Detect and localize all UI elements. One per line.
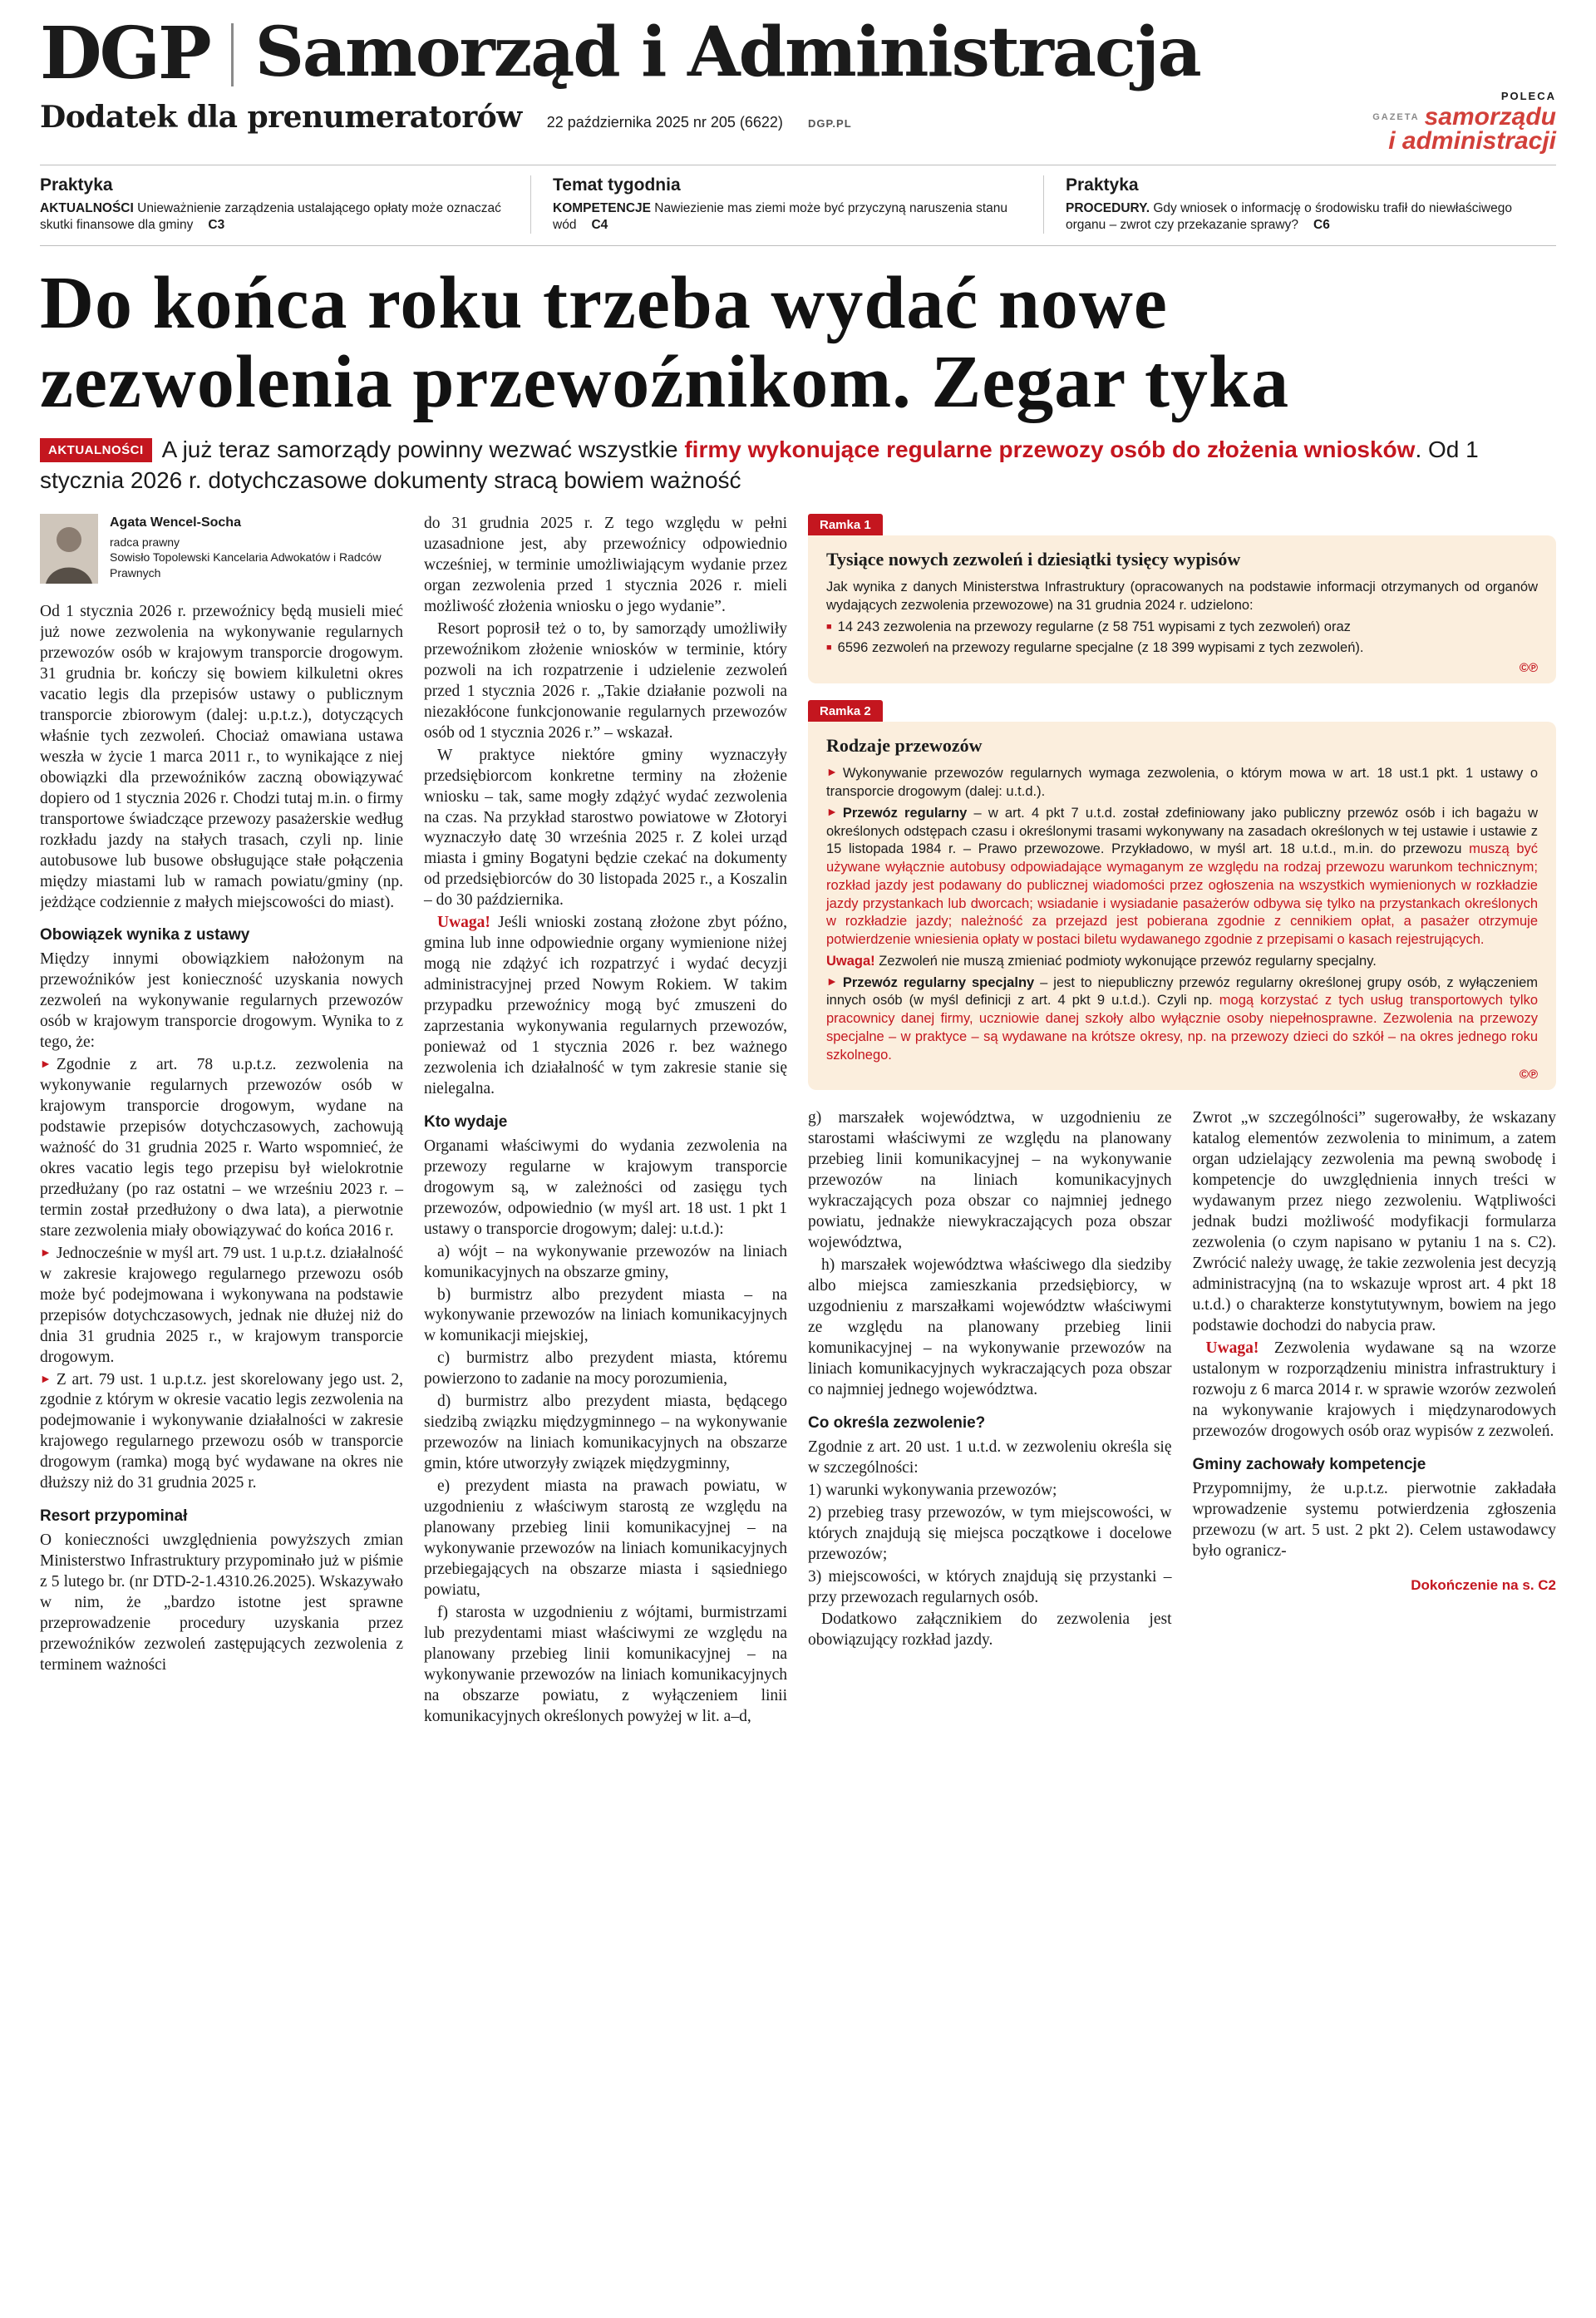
- bullet-arrow-icon: ►: [40, 1058, 52, 1072]
- brand-line-2: i administracji: [1388, 126, 1556, 155]
- dgp-logo: DGP: [40, 12, 209, 96]
- masthead-main: [40, 12, 1340, 135]
- headline-line-1: Do końca roku trzeba wydać nowe: [40, 262, 1168, 345]
- ramka-1-bullet: [826, 639, 1538, 658]
- lead-text-before: A już teraz samorządy powinny wezwać wszystkie: [161, 436, 685, 463]
- list-item: c) burmistrz albo prezydent miasta, któremu powierzono to zadanie na mocy porozumienia,: [424, 1349, 787, 1388]
- bullet-text: 14 243 zezwolenia na przewozy regularne (z 58 751 wypisami z tych zezwoleń) oraz: [837, 619, 1351, 634]
- term-bold: Przewóz regularny: [842, 805, 968, 821]
- teaser-page-ref: C6: [1313, 218, 1330, 233]
- teaser-body: Unieważnienie zarządzenia ustalającego opłaty może oznaczać skutki finansowe dla gminy: [40, 201, 501, 233]
- author-role: radca prawny: [110, 535, 180, 550]
- masthead-brand-block: [1340, 18, 1556, 153]
- article-body: [40, 514, 1556, 2290]
- main-headline: [40, 264, 1556, 422]
- term-bold: Przewóz regularny specjalny: [842, 974, 1035, 990]
- numbered-item: 1) warunki wykonywania przewozów;: [808, 1481, 1057, 1499]
- subhead: Co określa zezwolenie?: [808, 1413, 986, 1432]
- box-ramka-2: [808, 700, 1556, 1090]
- headline-line-2: zezwolenia przewoźnikom. Zegar tyka: [40, 340, 1290, 423]
- paragraph: Organami właściwymi do wydania zezwolenia na przewozy regularne w krajowym transporcie drogowym są, w zależności od zasięgu tych przewozów, odpowiednio (w myśl art. 18 ust. 1 pkt 1 ustawy o transporcie drogowym; dalej: u.t.d.):: [424, 1137, 787, 1238]
- lead-paragraph: [40, 435, 1556, 496]
- subhead: Kto wydaje: [424, 1112, 508, 1131]
- uwaga-label: Uwaga!: [1205, 1339, 1259, 1357]
- highlighted-text: mogą korzystać z tych usług transportowych tylko pracownicy danej firmy, uczniowie danej szkoły albo wyłącznie osoby niepełnosprawne. Zezwolenia na przewozy specjalne – w praktyce – są wydawane na krótsze okresy, np. na przewozy dzieci do szkół – na okres jednego roku szkolnego.: [826, 993, 1538, 1063]
- author-photo: [40, 514, 98, 584]
- aktualnosci-badge: AKTUALNOŚCI: [40, 438, 152, 462]
- paragraph: do 31 grudnia 2025 r. Z tego względu w pełni uzasadnione jest, aby przewoźnicy odpowiednio wcześniej, w terminie umożliwiającym wydanie przez organ zezwolenia przed 1 stycznia 2026 r. mieli możliwość złożenia wniosku o jego wydanie”.: [424, 515, 787, 615]
- list-item: d) burmistrz albo prezydent miasta, będącego siedzibą związku międzygminnego – na wykonywanie przewozów na liniach komunikacyjnych na obszarze gmin, które utworzyły związek międzygminny,: [424, 1393, 787, 1473]
- box-ramka-1: [808, 514, 1556, 683]
- masthead-sub-row: [40, 100, 1340, 135]
- bullet-arrow-icon: ►: [826, 804, 838, 818]
- teaser-strip: [40, 165, 1556, 246]
- masthead-divider: [231, 23, 234, 86]
- bullet-paragraph: [40, 1055, 403, 1242]
- numbered-item: 2) przebieg trasy przewozów, w tym miejscowości, w których znajdują się miejsca początkowe i docelowe przewozów;: [808, 1503, 1172, 1563]
- uwaga-text: Zezwolenia wydawane są na wzorze ustalonym w rozporządzeniu ministra infrastruktury i rozwoju z 6 marca 2014 r. w sprawie wzorów zezwoleń na wykonywanie krajowych i międzynarodowych przewozów drogowych osób oraz wypisów z zezwoleń.: [1192, 1339, 1556, 1440]
- square-bullet-icon: ■: [826, 621, 832, 632]
- list-item: g) marszałek województwa, w uzgodnieniu ze starostami właściwymi ze względu na planowany przebieg linii komunikacyjnej – na wykonywanie przewozów na liniach komunikacyjnych wykraczających poza obszar co najmniej jednego powiatu, jednakże niewykraczających poza obszar województwa,: [808, 1109, 1172, 1252]
- gazeta-label: GAZETA: [1372, 112, 1420, 122]
- definition-text: – jest to niepubliczny przewóz regularny określonej grupy osób, z wyłączeniem innych osób (w myśl definicji z art. 4 pkt 9 u.t.d.). Czyli np.: [826, 974, 1538, 1009]
- author-name: Agata Wencel-Socha: [110, 515, 241, 530]
- uwaga-text: Jeśli wnioski zostaną złożone zbyt późno, gmina lub inne odpowiednie organy wymienione niżej mogą nie zdążyć ich rozpatrzyć i wydać decyzji administracyjnej przed Nowym Rokiem. W takim przypadku przewoźnicy mogą być zmuszeni do zaprzestania wykonywania regularnych przewozów, ponieważ od 1 stycznia 2026 r. bez ważnego zezwolenia ich działalność w tym zakresie stanie się nielegalna.: [424, 914, 787, 1097]
- bullet-arrow-icon: ►: [826, 765, 838, 779]
- bullet-paragraph: [40, 1244, 403, 1369]
- bullet-paragraph: [40, 1370, 403, 1495]
- subscriber-supplement-label: Dodatek dla prenumeratorów: [40, 100, 522, 135]
- teaser-kicker: PROCEDURY.: [1066, 201, 1150, 215]
- bullet-arrow-icon: ►: [40, 1246, 52, 1260]
- teaser-page-ref: C4: [591, 218, 608, 233]
- teaser-section-title: Praktyka: [1066, 175, 1139, 195]
- uwaga-label: Uwaga!: [826, 953, 875, 969]
- teaser-page-ref: C3: [208, 218, 225, 233]
- column-1: [40, 514, 403, 1676]
- teaser-text: [553, 200, 1022, 234]
- teaser-body: Nawiezienie mas ziemi może być przyczyną naruszenia stanu wód: [553, 201, 1008, 233]
- paragraph: Zwrot „w szczególności” sugerowałby, że wskazany katalog elementów zezwolenia to minimum, a zatem organ udzielający zezwolenia ma pewną swobodę i kompetencje do uwzględnienia innych treści w wydawanym przez niego zezwoleniu. Wątpliwości jednak budzi możliwość modyfikacji formularza zezwolenia (o czym napisano w pytaniu 1 na s. C2). Zwrócić należy uwagę, że takie zezwolenia jest decyzją administracyjną (na to wskazuje wprost art. 4 pkt 18 u.t.d.) o charakterze konstytutywnym, bowiem na jego podstawie dochodzi do nabycia praw.: [1192, 1109, 1556, 1335]
- teaser-section-title: Praktyka: [40, 175, 113, 195]
- issue-dateline: 22 października 2025 nr 205 (6622): [546, 114, 783, 131]
- continuation-note: Dokończenie na s. C2: [1411, 1576, 1556, 1593]
- teaser-kicker: AKTUALNOŚCI: [40, 201, 134, 215]
- teaser-text: [40, 200, 509, 234]
- uwaga-paragraph: [424, 913, 787, 1100]
- teaser-section-title: Temat tygodnia: [553, 175, 681, 195]
- uwaga-paragraph: [1193, 1339, 1557, 1443]
- uwaga-paragraph: [826, 953, 1538, 971]
- ramka-2-title: Rodzaje przewozów: [826, 735, 983, 757]
- author-byline: [40, 514, 403, 584]
- right-columns: [808, 1108, 1556, 1651]
- poleca-label: POLECA: [1500, 90, 1556, 102]
- uwaga-text: Zezwoleń nie muszą zmieniać podmioty wykonujące przewóz regularny specjalny.: [874, 953, 1377, 969]
- bullet-text: 6596 zezwoleń na przewozy regularne specjalne (z 18 399 wypisami z tych zezwoleń).: [837, 640, 1364, 656]
- teaser-text: [1066, 200, 1534, 234]
- subhead: Obowiązek wynika z ustawy: [40, 926, 250, 944]
- numbered-item: 3) miejscowości, w których znajdują się przystanki – przy przewozach regularnych osób.: [808, 1567, 1172, 1606]
- ramka-1-box: [808, 535, 1556, 683]
- paragraph: Przypomnijmy, że u.p.t.z. pierwotnie zakładała wprowadzenie systemu potwierdzenia zgłoszenia przewozu (w art. 5 ust. 2 pkt 2). Celem ustawodawcy było ogranicz-: [1192, 1479, 1556, 1560]
- list-item: b) burmistrz albo prezydent miasta – na wykonywanie przewozów na liniach komunikacyjnych w komunikacji miejskiej,: [424, 1285, 787, 1345]
- masthead: [40, 12, 1556, 155]
- square-bullet-icon: ■: [826, 643, 832, 653]
- brand-line-1: samorządu: [1424, 103, 1556, 131]
- gazeta-samorzadu-logo: [1340, 103, 1556, 155]
- paragraph: Między innymi obowiązkiem nałożonym na przewoźników jest konieczność uzyskania nowych zezwoleń na wykonywanie regularnych przewozów osób w krajowym transporcie drogowym. Wynika to z tego, że:: [40, 950, 403, 1052]
- bullet-text: Z art. 79 ust. 1 u.p.t.z. jest skorelowany jego ust. 2, zgodnie z którym w okresie vacatio legis zezwolenia na podejmowanie i wykonywanie działalności w zakresie krajowego regularnego przewozu osób w transporcie drogowym (ramka) mogą być wydawane na okres nie dłuższy niż do 31 grudnia 2025 r.: [40, 1370, 403, 1492]
- bullet-arrow-icon: ►: [826, 974, 838, 988]
- ramka-2-bullet: [826, 765, 1538, 801]
- ramka-1-title: Tysiące nowych zezwoleń i dziesiątki tysięcy wypisów: [826, 549, 1241, 570]
- bullet-text: Zgodnie z art. 78 u.p.t.z. zezwolenia na wykonywanie regularnych przewozów osób w krajowym transporcie drogowym, wydane na podstawie przepisów dotychczasowych, zachowują ważność do 31 grudnia 2025 r. Warto wspomnieć, że okres vacatio legis tego przepisu był wielokrotnie przedłużany (po raz ostatni – we wrześniu 2023 r. – termin został przedłużony o dwa lata), a pierwotnie stare zezwolenia miały obowiązywać do końca 2016 r.: [40, 1056, 403, 1240]
- column-3: [808, 1108, 1172, 1651]
- bullet-text: Wykonywanie przewozów regularnych wymaga zezwolenia, o którym mowa w art. 18 ust.1 pkt. 1 ustawy o transporcie drogowym (dalej: u.t.d.).: [826, 766, 1538, 799]
- bullet-text: Jednocześnie w myśl art. 79 ust. 1 u.p.t.z. działalność w zakresie krajowego regularnego przewozu osób może być podejmowana i wykonywana na podstawie przepisów dotychczasowych, jednak nie dłużej niż do dnia 31 grudnia 2025 r., w krajowym transporcie drogowym.: [40, 1244, 403, 1366]
- list-item: e) prezydent miasta na prawach powiatu, w uzgodnieniu z właściwym starostą ze względu na planowany przebieg linii komunikacyjnej – na wykonywanie przewozów na liniach komunikacyjnych przebiegających na obszarze miasta i sąsiedniego powiatu,: [424, 1477, 787, 1599]
- author-firm: Sowisło Topolewski Kancelaria Adwokatów i Radców Prawnych: [110, 550, 382, 580]
- ramka-2-bullet: [826, 805, 1538, 949]
- column-2: [424, 514, 787, 1727]
- paragraph: W praktyce niektóre gminy wyznaczyły przedsiębiorcom konkretne terminy na złożenie wniosku – tak, same mogły zdążyć wydać zezwolenia na czas. Na przykład starostwo powiatowe w Złotoryi wyznaczyło datę 30 września 2025 r. Z kolei urząd miasta i gminy Bogatyni będzie czekać na dokumenty od przedsiębiorców do 30 listopada 2025 r., a Koszalin – do 30 października.: [424, 746, 787, 910]
- subhead: Resort przypominał: [40, 1507, 188, 1526]
- teaser-body: Gdy wniosek o informację o środowisku trafił do niewłaściwego organu – zwrot czy przekazanie sprawy?: [1066, 201, 1512, 233]
- right-half: [808, 514, 1556, 1651]
- ramka-1-tab: Ramka 1: [808, 514, 883, 535]
- list-item: f) starosta w uzgodnieniu z wójtami, burmistrzami lub prezydentami miast właściwymi ze względu na planowany przebieg linii komunikacyjnej – na wykonywanie przewozów na liniach komunikacyjnych na obszarze powiatu, z wyłączeniem linii komunikacyjnych określonych powyżej w lit. a–d,: [424, 1603, 787, 1725]
- supplement-title: Samorząd i Administracja: [254, 12, 1200, 92]
- copyright-mark: ©℗: [1519, 1068, 1538, 1083]
- list-item: a) wójt – na wykonywanie przewozów na liniach komunikacyjnych na obszarze gminy,: [424, 1242, 787, 1281]
- author-info: [110, 514, 403, 584]
- teaser-praktyka-2: [1043, 175, 1556, 234]
- ramka-2-bullet: [826, 974, 1538, 1065]
- paragraph: O konieczności uwzględnienia powyższych zmian Ministerstwo Infrastruktury przypominało już w piśmie z 5 lutego br. (nr DTD-2-1.4310.26.2025). Wskazywało w nim, że „bardzo istotne jest sprawne przeprowadzenie procedury uzyskania przez przewoźników zezwoleń zastępujących zezwolenia z terminem ważności: [40, 1531, 403, 1674]
- teaser-temat-tygodnia: [530, 175, 1043, 234]
- column-4: [1193, 1108, 1557, 1651]
- highlighted-text: muszą być używane wyłącznie autobusy odpowiadające wymaganym ze względu na rodzaj przewozu warunkom technicznym; rozkład jazdy jest podawany do publicznej wiadomości przez ogłoszenia na wszystkich wymienionych w rozkładzie jazdy przystankach lub dworcach; wsiadanie i wysiadanie pasażerów odbywa się tylko na przystankach określonych w rozkładzie jazdy; należność za przejazd jest pobierana zgodnie z cennikiem opłat, a pasażer otrzymuje potwierdzenie wniesienia opłaty w postaci biletu wydawanego zgodnie z przepisami o kasach rejestrujących.: [826, 841, 1538, 948]
- definition-text: – w art. 4 pkt 7 u.t.d. został zdefiniowany jako publiczny przewóz osób i ich bagażu w określonych odstępach czasu i określonymi trasami wykonywany na zasadach określonych w tej ustawie i ustawie z 15 listopada 1984 r. – Prawo przewozowe. Przykładowo, w myśl art. 18 u.t.d., m.in. do przewozu: [826, 805, 1539, 857]
- lead-text-highlight: firmy wykonujące regularne przewozy osób do złożenia wniosków: [684, 436, 1416, 463]
- paragraph: Zgodnie z art. 20 ust. 1 u.t.d. w zezwoleniu określa się w szczególności:: [808, 1438, 1172, 1477]
- list-item: h) marszałek województwa właściwego dla siedziby albo miejsca zamieszkania przedsiębiorcy, w uzgodnieniu z marszałkami województw właściwymi ze względu na planowany przebieg linii komunikacyjnej – na wykonywanie przewozów na liniach komunikacyjnych wykraczających poza obszar co najmniej jednego województwa.: [808, 1256, 1172, 1398]
- teaser-praktyka-1: [40, 175, 530, 234]
- paragraph: Resort poprosił też o to, by samorządy umożliwiły przewoźnikom złożenie wniosków w terminie, który pozwoli na ich rozpatrzenie i udzielenie zezwoleń przed 1 stycznia 2026 r. „Takie działanie pozwoli na niezakłócone funkcjonowanie regularnych przewozów osób od 1 stycznia 2026 r.” – wskazał.: [424, 619, 787, 742]
- website-label: DGP.PL: [807, 117, 852, 130]
- paragraph: Od 1 stycznia 2026 r. przewoźnicy będą musieli mieć już nowe zezwolenia na wykonywanie regularnych przewozów osób w krajowym transporcie drogowym. 31 grudnia br. kończy się bowiem kilkuletni okres vacatio legis dla przepisów ustawy o publicznym transporcie zbiorowym (dalej: u.p.t.z.), dotyczących właśnie tych zezwoleń. Chociaż omawiana ustawa weszła w życie 1 marca 2011 r., to wynikające z niej obowiązki dla przewoźników zaczną obowiązywać dopiero od 1 stycznia 2026 r. Chodzi tutaj m.in. o firmy transportowe świadczące przewozy pasażerskie według rozkładu jazdy na stałych trasach, czyli np. linie autobusowe lub busowe obsługujące stałe połączenia między miastami lub w ramach powiatu/gminy (np. jeżdżące codziennie z małych miejscowości do miast).: [40, 603, 403, 911]
- paragraph: Dodatkowo załącznikiem do zezwolenia jest obowiązujący rozkład jazdy.: [808, 1610, 1172, 1650]
- ramka-1-bullet: [826, 619, 1538, 637]
- subhead: Gminy zachowały kompetencje: [1192, 1455, 1426, 1473]
- ramka-1-intro: Jak wynika z danych Ministerstwa Infrastruktury (opracowanych na podstawie informacji otrzymanych od organów wydających zezwolenia przewozowe) na 31 grudnia 2024 r. udzielono:: [826, 580, 1538, 613]
- teaser-kicker: KOMPETENCJE: [553, 201, 651, 215]
- copyright-mark: ©℗: [1519, 661, 1538, 676]
- ramka-2-box: [808, 722, 1556, 1090]
- masthead-title-row: [40, 12, 1340, 96]
- lead-text-after: . Od 1 stycznia 2026 r. dotychczasowe dokumenty stracą bowiem ważność: [40, 436, 1479, 493]
- bullet-arrow-icon: ►: [40, 1373, 52, 1386]
- ramka-2-tab: Ramka 2: [808, 700, 883, 722]
- uwaga-label: Uwaga!: [437, 914, 490, 932]
